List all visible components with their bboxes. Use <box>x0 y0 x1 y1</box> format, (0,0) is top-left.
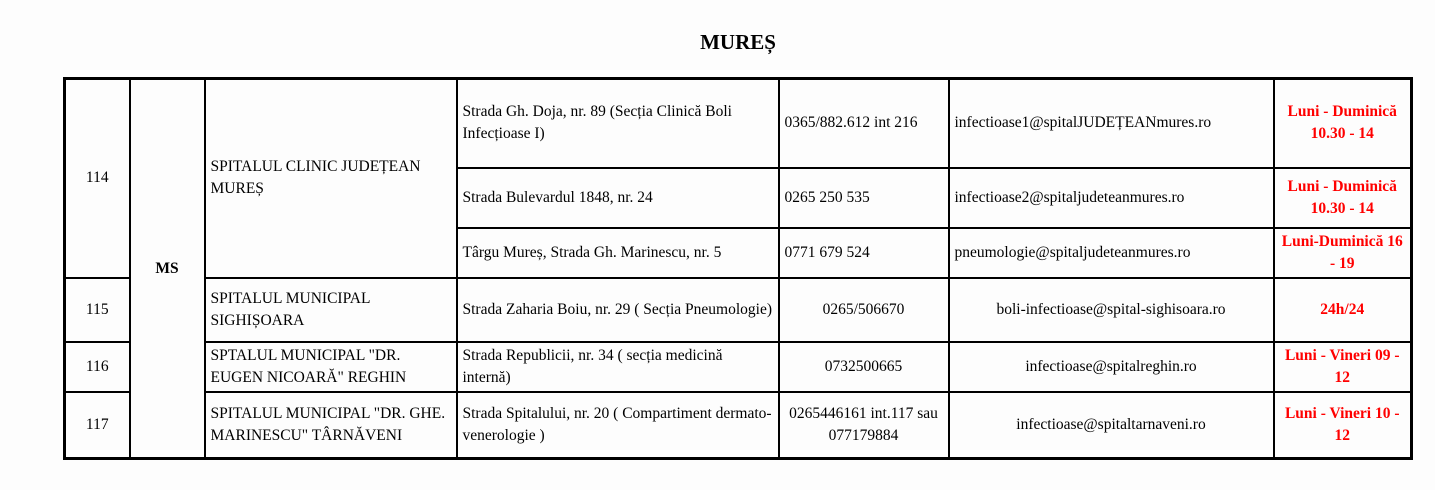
email-cell: infectioase2@spitaljudeteanmures.ro <box>949 168 1274 228</box>
schedule-cell: Luni - Duminică 10.30 - 14 <box>1274 168 1412 228</box>
email-cell: boli-infectioase@spital-sighisoara.ro <box>949 278 1274 342</box>
table-row <box>65 278 1412 342</box>
email-cell: infectioase@spitaltarnaveni.ro <box>949 392 1274 459</box>
hospital-name-cell: SPITALUL MUNICIPAL SIGHIȘOARA <box>205 278 457 342</box>
schedule-cell: Luni - Vineri 09 - 12 <box>1274 342 1412 392</box>
row-number-cell: 115 <box>65 278 130 342</box>
email-cell: pneumologie@spitaljudeteanmures.ro <box>949 228 1274 278</box>
email-cell: infectioase@spitalreghin.ro <box>949 342 1274 392</box>
hospital-name-cell: SPITALUL MUNICIPAL "DR. GHE. MARINESCU" TÂRNĂVENI <box>205 392 457 459</box>
row-number-cell: 114 <box>65 79 130 278</box>
table-row <box>65 79 1412 168</box>
address-cell: Strada Spitalului, nr. 20 ( Compartiment dermato-venerologie ) <box>457 392 779 459</box>
phone-cell: 0265446161 int.117 sau 077179884 <box>779 392 949 459</box>
phone-cell: 0265/506670 <box>779 278 949 342</box>
schedule-cell: 24h/24 <box>1274 278 1412 342</box>
row-number-cell: 116 <box>65 342 130 392</box>
county-code-cell: MS <box>130 79 205 459</box>
schedule-cell: Luni - Vineri 10 - 12 <box>1274 392 1412 459</box>
address-cell: Târgu Mureș, Strada Gh. Marinescu, nr. 5 <box>457 228 779 278</box>
phone-cell: 0732500665 <box>779 342 949 392</box>
phone-cell: 0365/882.612 int 216 <box>779 79 949 168</box>
phone-cell: 0265 250 535 <box>779 168 949 228</box>
page-title: MUREȘ <box>700 30 776 54</box>
address-cell: Strada Gh. Doja, nr. 89 (Secția Clinică Boli Infecțioase I) <box>457 79 779 168</box>
row-number-cell: 117 <box>65 392 130 459</box>
email-cell: infectioase1@spitalJUDEȚEANmures.ro <box>949 79 1274 168</box>
hospital-name-cell: SPTALUL MUNICIPAL "DR. EUGEN NICOARĂ" REGHIN <box>205 342 457 392</box>
address-cell: Strada Zaharia Boiu, nr. 29 ( Secția Pneumologie) <box>457 278 779 342</box>
address-cell: Strada Republicii, nr. 34 ( secția medicină internă) <box>457 342 779 392</box>
table-row <box>65 392 1412 459</box>
phone-cell: 0771 679 524 <box>779 228 949 278</box>
schedule-cell: Luni - Duminică 10.30 - 14 <box>1274 79 1412 168</box>
address-cell: Strada Bulevardul 1848, nr. 24 <box>457 168 779 228</box>
schedule-cell: Luni-Duminică 16 - 19 <box>1274 228 1412 278</box>
table-row <box>65 342 1412 392</box>
hospital-name-cell: SPITALUL CLINIC JUDEȚEAN MUREȘ <box>205 79 457 278</box>
hospitals-table <box>63 77 1413 460</box>
